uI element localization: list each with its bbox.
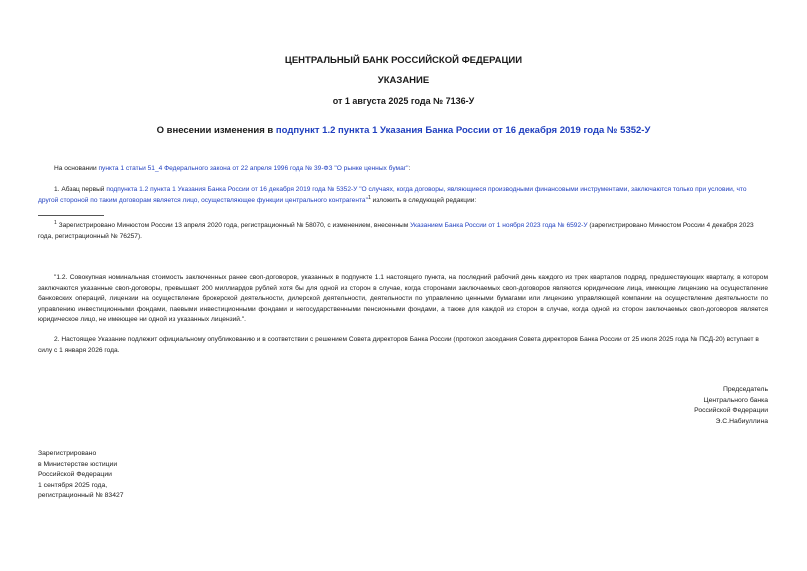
title-link[interactable]: подпункт 1.2 пункта 1 Указания Банка России от 16 декабря 2019 года № 5352-У xyxy=(275,125,651,136)
basis-suffix: : xyxy=(408,165,411,172)
basis-prefix: На основании xyxy=(54,165,99,172)
footnote-prefix: Зарегистрировано Минюстом России 13 апреля 2020 года, регистрационный № 58070, с изменением, внесенным xyxy=(56,222,411,229)
registration-date: 1 сентября 2025 года, xyxy=(38,481,108,489)
footnote-marker: 1 xyxy=(54,219,57,226)
registration-line: Зарегистрировано xyxy=(38,450,97,457)
quoted-new-text: "1.2. Совокупная номинальная стоимость заключенных ранее своп-договоров, указанных в подпункте 1.1 настоящего пункта, на последний рабочий день каждого из трех кварталов подряд, предшествующих кварталу, в котором заключаются указанные своп-договоры, превышает 200 миллиардов рублей хотя бы для одной из сторон в случае, когда сторонами заключаемых своп-договоров являются юридические лица, имеющие лицензию на осуществление банковских операций, лицензии на осуществление брокерской деятельности, дилерской деятельности, деятельности по управлению ценными бумагами или лицензию управляющей компании на осуществление деятельности по управлению инвестиционными фондами, паевыми инвестиционными фондами и негосударственными пенсионными фондами, а также для каждой из сторон в случае, когда одной из сторон заключаемых своп-договоров является юридическое лицо, не имеющее ни одной из указанных лицензий.". xyxy=(38,274,768,323)
footnote-suffix: (зарегистрировано Минюстом России 4 декабря 2023 года, регистрационный № 76257). xyxy=(38,222,754,240)
signatory-name: Э.С.Набиуллина xyxy=(715,417,768,425)
title-prefix: О внесении изменения в xyxy=(156,125,276,136)
basis-paragraph xyxy=(54,164,768,175)
document-title xyxy=(0,125,807,136)
doc-type-heading: УКАЗАНИЕ xyxy=(377,75,430,86)
registration-block xyxy=(38,449,124,502)
registration-number: регистрационный № 83427 xyxy=(38,492,124,499)
footnote-divider xyxy=(38,215,104,216)
signature-line: Председатель xyxy=(723,386,768,393)
footnote-ref[interactable]: 1 xyxy=(367,194,371,201)
registration-line: в Министерстве юстиции xyxy=(38,460,118,468)
item-1-suffix: изложить в следующей редакции: xyxy=(370,196,477,204)
item-1-link[interactable]: подпункта 1.2 пункта 1 Указания Банка России от 16 декабря 2019 года № 5352-У "О случаях, когда договоры, являющиеся производными финансовыми инструментами, заключаются только при условии, что другой стороной по таким договорам является лицо, осуществляющее функции центрального контрагента" xyxy=(38,186,747,204)
item-1-paragraph xyxy=(38,185,768,206)
signature-line: Центрального банка xyxy=(703,396,768,404)
item-2-paragraph: 2. Настоящее Указание подлежит официальному опубликованию и в соответствии с решением Совета директоров Банка России (протокол заседания Совета директоров Банка России от 25 июля 2025 года № ПСД-20) вступает в силу с 1 января 2026 года. xyxy=(38,336,759,354)
footnote-link[interactable]: Указанием Банка России от 1 ноября 2023 года № 6592-У xyxy=(410,222,588,229)
footnote-paragraph xyxy=(38,221,768,242)
signature-block xyxy=(694,385,768,427)
basis-law-link[interactable]: пункта 1 статьи 51_4 Федерального закона от 22 апреля 1996 года № 39-ФЗ "О рынке ценных бумаг" xyxy=(98,165,409,172)
org-heading: ЦЕНТРАЛЬНЫЙ БАНК РОССИЙСКОЙ ФЕДЕРАЦИИ xyxy=(284,55,523,66)
registration-line: Российской Федерации xyxy=(38,471,112,478)
signature-line: Российской Федерации xyxy=(694,407,768,414)
item-1-prefix: 1. Абзац первый xyxy=(54,186,107,193)
date-number-heading: от 1 августа 2025 года № 7136-У xyxy=(332,96,475,106)
